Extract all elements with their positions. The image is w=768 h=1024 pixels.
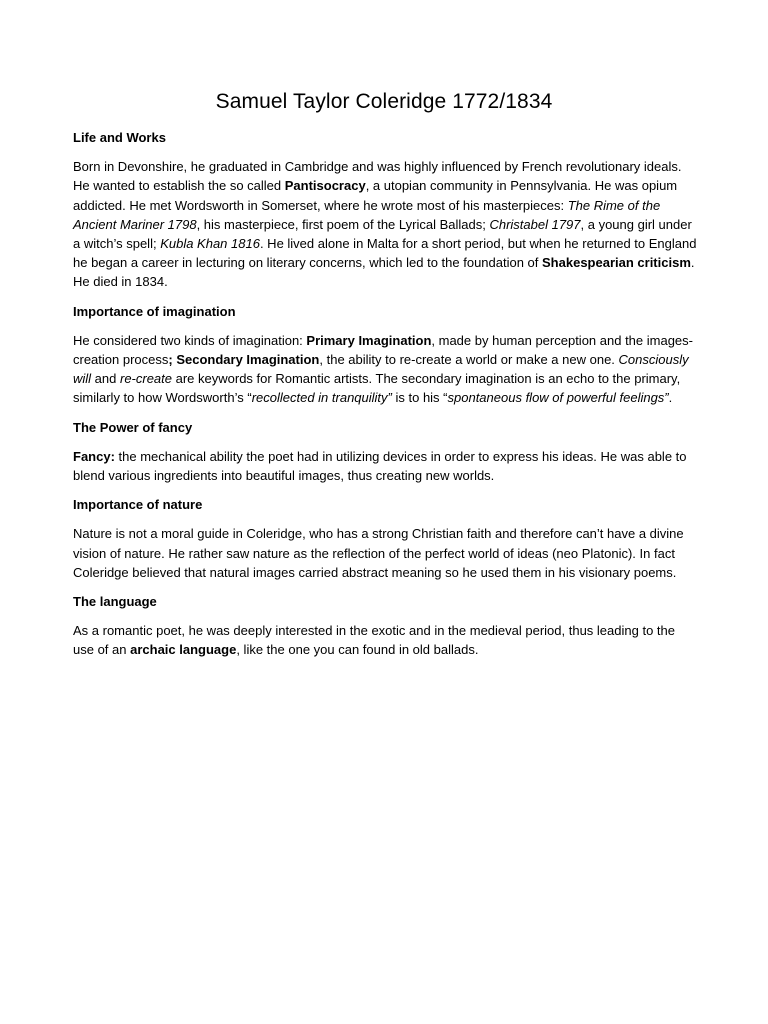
section-power-of-fancy	[73, 418, 697, 496]
document-body	[73, 128, 697, 660]
section-life-and-works	[73, 128, 697, 302]
paragraph-run: Born in Devonshire, he graduated in Cambridge and was highly influenced by French revolutionary ideals. He wanted to establish the so called	[73, 159, 682, 194]
paragraph-run-italic: Christabel 1797	[489, 216, 581, 232]
paragraph-run: He considered two kinds of imagination:	[73, 332, 307, 348]
paragraph-run: , like the one you can found in old ballads.	[236, 642, 479, 658]
page-title: Samuel Taylor Coleridge 1772/1834	[215, 90, 553, 113]
section-paragraph	[73, 524, 697, 582]
paragraph-run-bold: ; Secondary Imagination	[168, 352, 320, 368]
section-paragraph	[73, 621, 697, 659]
paragraph-run: . He lived alone in Malta for a short period, but when he returned to England he began a career in lecturing on literary concerns, which led to the foundation of	[73, 236, 697, 271]
section-heading: The Power of fancy	[73, 419, 193, 435]
paragraph-run-italic: Consciously will	[73, 352, 689, 387]
paragraph-run-italic: recollected in tranquility”	[251, 390, 392, 406]
paragraph-run: Nature is not a moral guide in Coleridge, who has a strong Christian faith and therefore can’t have a divine vision of nature. He rather saw nature as the reflection of the perfect world of ideas (neo Platonic). In fact Coleridge believed that natural images carried abstract meaning so he used them in his visionary poems.	[73, 526, 684, 580]
paragraph-run: are keywords for Romantic artists. The secondary imagination is an echo to the primary, similarly to how Wordsworth’s “	[73, 371, 681, 406]
paragraph-run: , his masterpiece, first poem of the Lyrical Ballads;	[196, 216, 490, 232]
paragraph-run-bold: Fancy:	[73, 448, 115, 464]
section-paragraph	[73, 331, 697, 408]
paragraph-run: .	[668, 390, 673, 406]
paragraph-run-bold: Primary Imagination	[306, 332, 432, 348]
paragraph-run: , a young girl under a witch’s spell;	[73, 216, 692, 252]
paragraph-run-italic: Kubla Khan 1816	[160, 236, 260, 252]
paragraph-run: . He died in 1834.	[73, 255, 695, 290]
paragraph-run-bold: archaic language	[130, 642, 237, 658]
section-importance-of-nature	[73, 495, 697, 592]
section-heading: The language	[73, 594, 157, 610]
paragraph-run-bold: Pantisocracy	[284, 178, 366, 194]
paragraph-run: , the ability to re-create a world or make a new one.	[319, 352, 619, 368]
paragraph-run-bold: Shakespearian criticism	[542, 255, 691, 271]
paragraph-run-italic: spontaneous flow of powerful feelings”	[447, 390, 669, 406]
paragraph-run: the mechanical ability the poet had in utilizing devices in order to express his ideas. He was able to blend various ingredients into beautiful images, thus creating new worlds.	[73, 448, 687, 484]
section-heading: Life and Works	[73, 130, 166, 145]
paragraph-run-italic: The Rime of the Ancient Mariner 1798	[73, 197, 661, 232]
section-paragraph	[73, 447, 697, 485]
paragraph-run: , made by human perception and the images-creation process	[73, 332, 693, 368]
section-the-language	[73, 592, 697, 660]
paragraph-run: , a utopian community in Pennsylvania. He was opium addicted. He met Wordsworth in Somerset, where he wrote most of his masterpieces:	[73, 178, 678, 213]
section-heading: Importance of nature	[73, 497, 203, 513]
paragraph-run-italic: re-create	[119, 371, 173, 387]
section-paragraph	[73, 157, 697, 291]
paragraph-run: is to his “	[391, 390, 448, 406]
section-importance-of-imagination	[73, 302, 697, 418]
section-heading: Importance of imagination	[73, 303, 236, 319]
paragraph-run: As a romantic poet, he was deeply interested in the exotic and in the medieval period, thus leading to the use of an	[73, 623, 675, 658]
paragraph-run: and	[91, 371, 120, 387]
